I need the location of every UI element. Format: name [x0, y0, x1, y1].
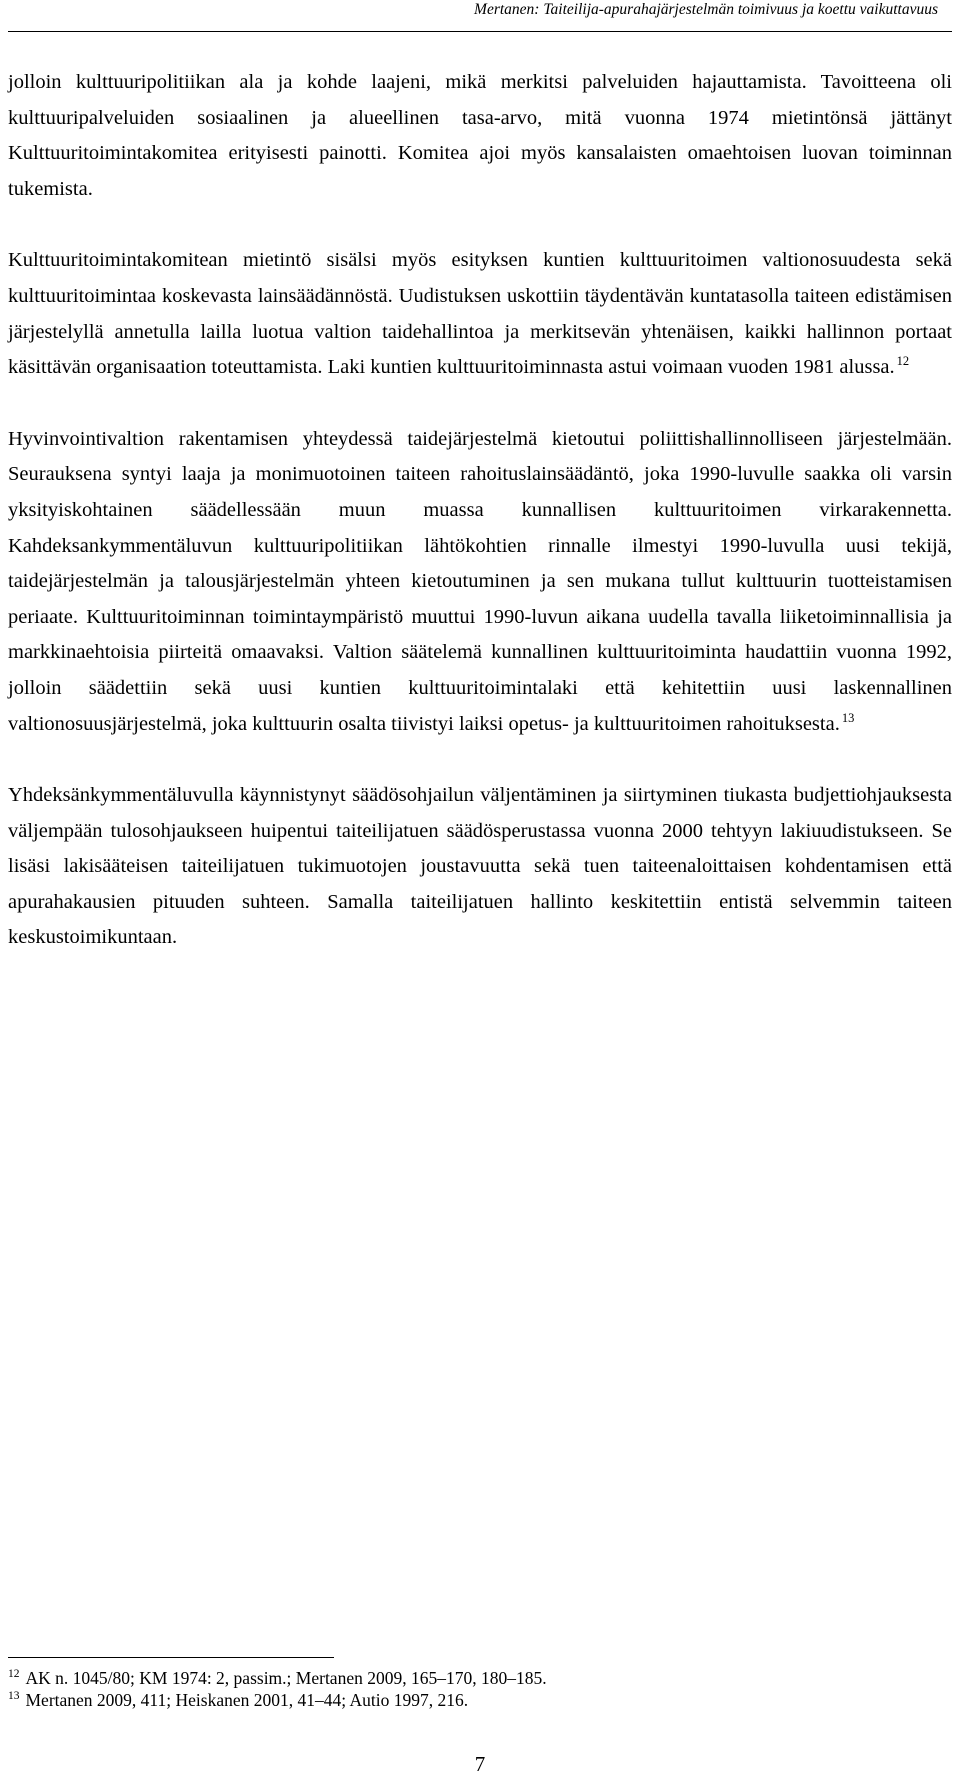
- paragraph-text: jolloin kulttuuripolitiikan ala ja kohde laajeni, mikä merkitsi palveluiden hajauttamista. Tavoitteena oli kulttuuripalveluiden sosiaalinen ja alueellinen tasa-arvo, mitä vuonna 1974 mietintönsä jättänyt Kulttuuritoimintakomitea erityisesti painotti. Komitea ajoi myös kansalaisten omaehtoisen luovan toiminnan tukemista.: [8, 71, 952, 200]
- footnote-ref-13[interactable]: 13: [841, 710, 855, 725]
- header-rule: [8, 31, 952, 32]
- footnotes: [8, 1667, 952, 1711]
- footnote-text: AK n. 1045/80; KM 1974: 2, passim.; Mertanen 2009, 165–170, 180–185.: [25, 1668, 547, 1688]
- footnote-ref-12[interactable]: 12: [896, 354, 910, 369]
- paragraph-text: Hyvinvointivaltion rakentamisen yhteydessä taidejärjestelmä kietoutui poliittishallinnolliseen järjestelmään. Seurauksena syntyi laaja ja monimuotoinen taiteen rahoituslainsäädäntö, joka 1990-luvulle saakka oli varsin yksityiskohtainen säädellessään muun muassa kunnallisen kulttuuritoimen virkarakennetta. Kahdeksankymmentäluvun kulttuuripolitiikan lähtökohtien rinnalle ilmestyi 1990-luvulla uusi tekijä, taidejärjestelmän ja talousjärjestelmän yhteen kietoutuminen ja sen mukana tullut kulttuurin tuotteistamisen periaate. Kulttuuritoiminnan toimintaympäristö muuttui 1990-luvun aikana uudella tavalla liiketoiminnallisia ja markkinaehtoisia piirteitä omaavaksi. Valtion säätelemä kunnallinen kulttuuritoiminta haudattiin vuonna 1992, jolloin säädettiin sekä uusi kuntien kulttuuritoimintalaki että kehitettiin uusi laskennallinen valtionosuusjärjestelmä, joka kulttuurin osalta tiivistyi laiksi opetus- ja kulttuuritoimen rahoituksesta.: [8, 427, 952, 735]
- paragraph-1: [8, 65, 952, 207]
- footnote-12: [8, 1667, 952, 1689]
- paragraph-2: [8, 243, 952, 385]
- paragraph-3: [8, 422, 952, 742]
- footnote-text: Mertanen 2009, 411; Heiskanen 2001, 41–44; Autio 1997, 216.: [25, 1690, 469, 1710]
- paragraph-4: [8, 778, 952, 956]
- paragraph-text: Kulttuuritoimintakomitean mietintö sisälsi myös esityksen kuntien kulttuuritoimen valtionosuudesta sekä kulttuuritoimintaa koskevasta lainsäädännöstä. Uudistuksen uskottiin täydentävän kuntatasolla taiteen edistämisen järjestelyllä annetulla lailla luotua valtion taidehallintoa ja merkitsevän yhtenäisen, kaikki hallinnon portaat käsittävän organisaation toteuttamista. Laki kuntien kulttuuritoiminnasta astui voimaan vuoden 1981 alussa.: [8, 249, 952, 379]
- footnote-number: 13: [8, 1690, 20, 1703]
- running-title: Mertanen: Taiteilija-apurahajärjestelmän toimivuus ja koettu vaikuttavuus: [474, 1, 938, 18]
- running-header: [0, 0, 960, 22]
- footnote-separator: [8, 1657, 334, 1658]
- paragraph-text: Yhdeksänkymmentäluvulla käynnistynyt säädösohjailun väljentäminen ja siirtyminen tiukasta budjettiohjauksesta väljempään tulosohjaukseen huipentui taiteilijatuen säädösperustassa vuonna 2000 tehtyyn lakiuudistukseen. Se lisäsi lakisääteisen taiteilijatuen tukimuotojen joustavuutta sekä tuen taiteenaloittaisen kohdentamisen että apurahakausien pituuden suhteen. Samalla taiteilijatuen hallinto keskitettiin entistä selvemmin taiteen keskustoimikuntaan.: [8, 784, 952, 949]
- page-number: 7: [474, 1752, 486, 1776]
- body-text: [8, 65, 952, 956]
- footnote-number: 12: [8, 1668, 20, 1681]
- footnote-13: [8, 1689, 952, 1711]
